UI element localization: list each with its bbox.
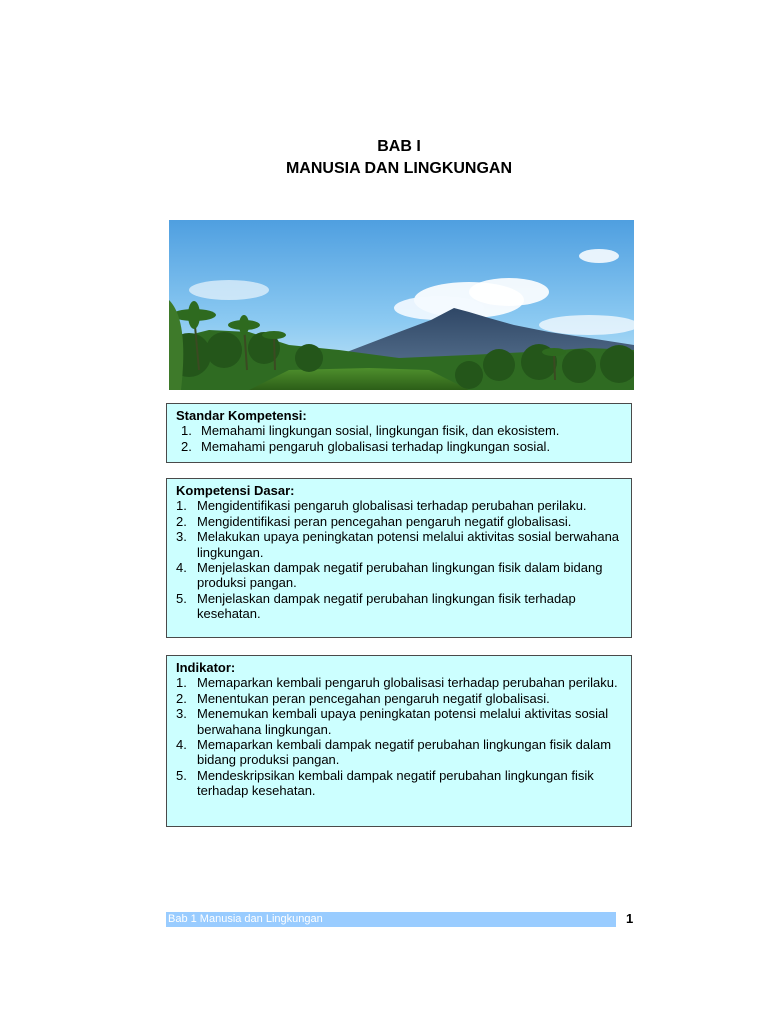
standar-kompetensi-list [176,423,621,454]
item-number: 5. [176,767,187,783]
item-text: Memahami lingkungan sosial, lingkungan fisik, dan ekosistem. [201,423,560,439]
item-number: 1. [176,675,187,691]
list-item [176,768,621,799]
item-number: 3. [176,529,187,545]
list-item [176,423,621,438]
list-item [176,560,621,591]
list-item [176,591,621,622]
item-text: Memaparkan kembali dampak negatif perubahan lingkungan fisik dalam bidang produksi pangan. [197,737,612,768]
item-text: Menentukan peran pencegahan pengaruh negatif globalisasi. [197,690,550,706]
item-number: 4. [176,560,187,576]
kompetensi-dasar-heading: Kompetensi Dasar: [176,483,295,498]
item-text: Memaparkan kembali pengaruh globalisasi terhadap perubahan perilaku. [197,675,618,691]
standar-kompetensi-box [166,403,632,463]
standar-kompetensi-heading: Standar Kompetensi: [176,408,307,423]
item-number: 4. [176,737,187,753]
list-item [176,439,621,454]
item-text: Memahami pengaruh globalisasi terhadap lingkungan sosial. [201,438,551,454]
item-text: Mengidentifikasi peran pencegahan pengaruh negatif globalisasi. [197,513,572,529]
list-item [176,737,621,768]
item-number: 1. [181,423,192,439]
list-item [176,691,621,706]
indikator-heading: Indikator: [176,660,236,675]
item-text: Melakukan upaya peningkatan potensi melalui aktivitas sosial berwahana lingkungan. [197,529,620,560]
item-text: Mengidentifikasi pengaruh globalisasi terhadap perubahan perilaku. [197,498,587,514]
indikator-list [176,675,621,798]
list-item [176,529,621,560]
chapter-number: BAB I [377,138,421,155]
item-number: 3. [176,706,187,722]
chapter-title: MANUSIA DAN LINGKUNGAN [285,160,513,177]
page-number: 1 [626,911,634,926]
indikator-box [166,655,632,827]
item-number: 2. [176,690,187,706]
item-number: 2. [176,513,187,529]
landscape-photo [169,220,634,390]
list-item [176,514,621,529]
list-item [176,498,621,513]
item-text: Menjelaskan dampak negatif perubahan lingkungan fisik dalam bidang produksi pangan. [197,560,603,591]
list-item [176,675,621,690]
item-text: Menjelaskan dampak negatif perubahan lingkungan fisik terhadap kesehatan. [197,590,576,622]
item-text: Mendeskripsikan kembali dampak negatif perubahan lingkungan fisik terhadap kesehatan. [197,767,594,799]
kompetensi-dasar-box [166,478,632,638]
item-number: 5. [176,590,187,606]
item-text: Menemukan kembali upaya peningkatan potensi melalui aktivitas sosial berwahana lingkungan. [197,706,609,737]
item-number: 2. [181,438,192,454]
kompetensi-dasar-list [176,498,621,621]
item-number: 1. [176,498,187,514]
list-item [176,706,621,737]
footer-running-title: Bab 1 Manusia dan Lingkungan [168,913,323,925]
